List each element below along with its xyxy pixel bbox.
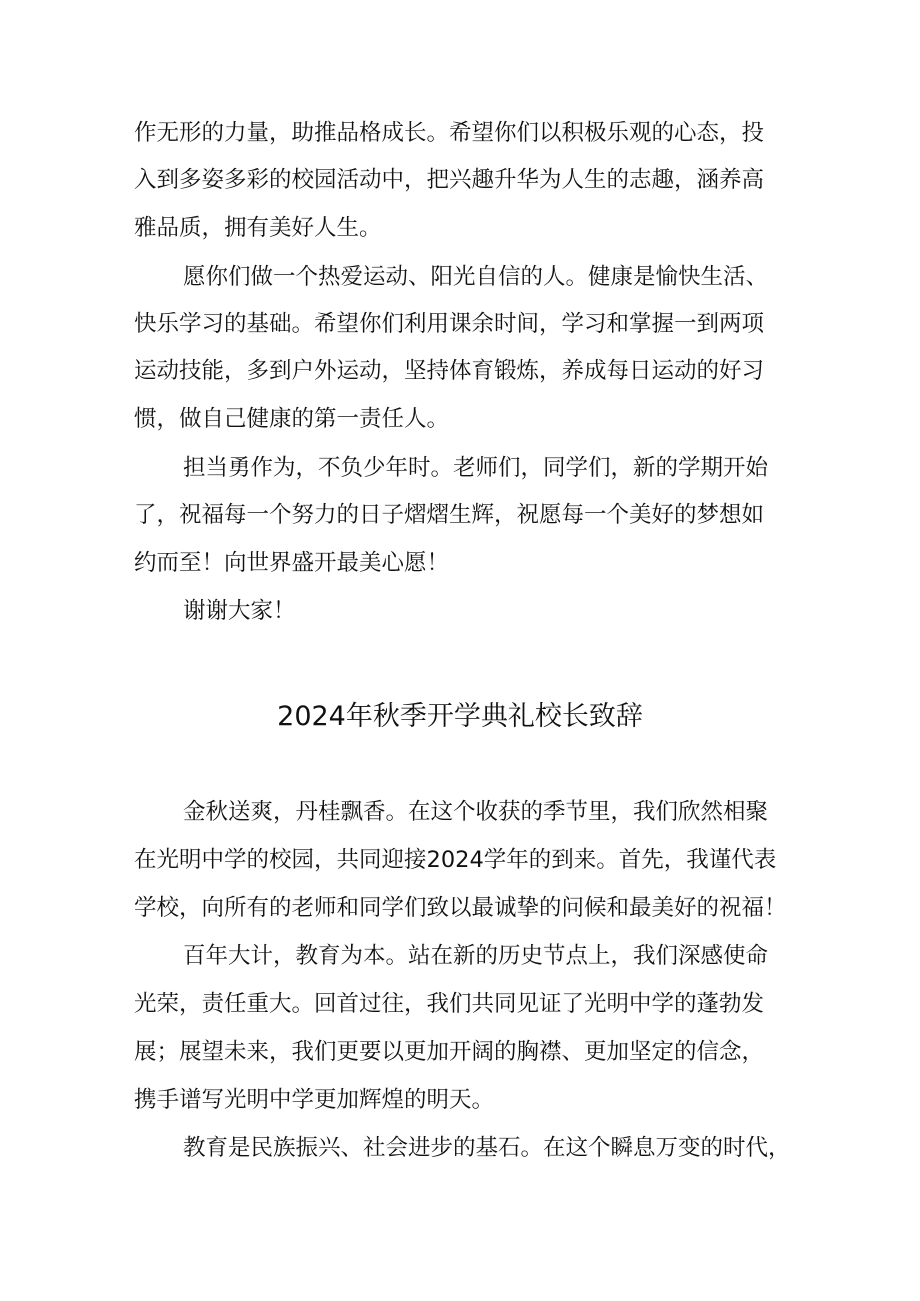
paragraph-line: 担当勇作为，不负少年时。老师们，同学们，新的学期开始 bbox=[183, 455, 769, 481]
paragraph-line: 光荣，责任重大。回首过往，我们共同见证了光明中学的蓬勃发 bbox=[134, 991, 765, 1017]
page-title: 2024年秋季开学典礼校长致辞 bbox=[277, 701, 643, 732]
paragraph-line: 愿你们做一个热爱运动、阳光自信的人。健康是愉快生活、 bbox=[183, 264, 769, 290]
paragraph-line: 谢谢大家！ bbox=[183, 598, 296, 624]
paragraph-line: 入到多姿多彩的校园活动中，把兴趣升华为人生的志趣，涵养高 bbox=[134, 167, 765, 193]
paragraph-line: 金秋送爽，丹桂飘香。在这个收获的季节里，我们欣然相聚 bbox=[183, 799, 769, 825]
paragraph-line: 了，祝福每一个努力的日子熠熠生辉，祝愿每一个美好的梦想如 bbox=[134, 502, 765, 528]
paragraph-line: 教育是民族振兴、社会进步的基石。在这个瞬息万变的时代， bbox=[183, 1135, 791, 1161]
paragraph-line: 快乐学习的基础。希望你们利用课余时间，学习和掌握一到两项 bbox=[134, 311, 765, 337]
paragraph-line: 约而至！向世界盛开最美心愿！ bbox=[134, 550, 450, 576]
paragraph-line: 百年大计，教育为本。站在新的历史节点上，我们深感使命 bbox=[183, 943, 769, 969]
paragraph-line: 学校，向所有的老师和同学们致以最诚挚的问候和最美好的祝福！ bbox=[134, 895, 787, 921]
paragraph-line: 运动技能，多到户外运动，坚持体育锻炼，养成每日运动的好习 bbox=[134, 358, 765, 384]
paragraph-line: 在光明中学的校园，共同迎接2024学年的到来。首先，我谨代表 bbox=[134, 847, 777, 873]
paragraph-line: 作无形的力量，助推品格成长。希望你们以积极乐观的心态，投 bbox=[134, 120, 765, 146]
paragraph-line: 惯，做自己健康的第一责任人。 bbox=[134, 406, 450, 432]
paragraph-line: 展；展望未来，我们更要以更加开阔的胸襟、更加坚定的信念， bbox=[134, 1039, 765, 1065]
paragraph-line: 携手谱写光明中学更加辉煌的明天。 bbox=[134, 1087, 495, 1113]
paragraph-line: 雅品质，拥有美好人生。 bbox=[134, 215, 382, 241]
